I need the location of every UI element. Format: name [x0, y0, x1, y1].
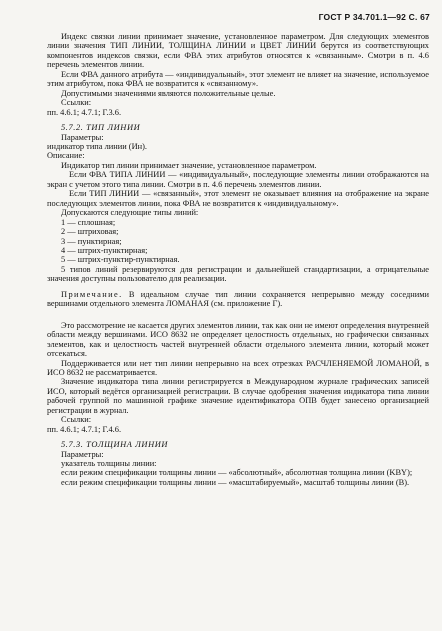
paragraph-other-elements: Это рассмотрение не касается других элементов линии, так как они не имеют определения внутренней области между вершинами. ИСО 8632 не определяет целостность отдельных, но графически связанных элементов, как и целостность частей внутренней области отдельного элемента линии, который может отсекаться.: [47, 320, 429, 359]
list-item: 5 — штрих-пунктир-пунктирная.: [61, 255, 180, 265]
description-label: Описание:: [47, 151, 85, 161]
paragraph-reserved-types: 5 типов линий резервируются для регистрации и дальнейшей стандартизации, а отрицательные значения доступны пользователю для реализации.: [47, 264, 429, 284]
list-item: 1 — сплошная;: [61, 217, 116, 227]
note: [47, 290, 429, 309]
section-heading-line-width: 5.7.3. ТОЛЩИНА ЛИНИИ: [61, 440, 169, 450]
line-types-list: [47, 218, 429, 265]
paragraph-individual-asf: Если ФВА данного атрибута — «индивидуальный», этот элемент не влияет на значение, используемое этим атрибутом, пока ФВА не возвратится к «связанному».: [47, 69, 429, 89]
references-label: Ссылки:: [61, 415, 92, 425]
note-text: В идеальном случае тип линии сохраняется непрерывно между соседними вершинами отдельного элемента ЛОМАНАЯ (см. приложение Г).: [47, 289, 429, 309]
paragraph-scaled-mode: если режим спецификации толщины линии — «масштабируемый», масштаб толщины линии (B).: [61, 477, 410, 487]
section-heading-line-type: 5.7.2. ТИП ЛИНИИ: [61, 123, 141, 133]
list-item: 2 — штриховая;: [61, 227, 119, 237]
paragraph-allowed-values: Допустимыми значениями являются положительные целые.: [61, 88, 276, 98]
types-label: Допускаются следующие типы линий:: [61, 208, 199, 218]
params-label: Параметры:: [61, 132, 104, 142]
list-item: 3 — пунктирная;: [61, 236, 122, 246]
params-label: Параметры:: [61, 449, 104, 459]
references-label: Ссылки:: [61, 98, 92, 108]
paragraph-line-type-bundled: Если ТИП ЛИНИИ — «связанный», этот элемент не оказывает влияния на отображение на экране последующих элементов линии, пока ФВА не возвратится к «индивидуальному».: [47, 189, 429, 208]
paragraph-disjoint-polyline: Поддерживается или нет тип линии непрерывно на всех отрезках РАСЧЛЕНЯЕМОЙ ЛОМАНОЙ, в ИСО 8632 не рассматривается.: [47, 358, 429, 377]
page-header: ГОСТ Р 34.701.1—92 С. 67: [318, 12, 430, 22]
paragraph-line-type-indicator: Индикатор тип линии принимает значение, установленное параметром.: [61, 160, 317, 170]
param-line-width: указатель толщины линии:: [61, 459, 157, 469]
paragraph-registration: Значение индикатора типа линии регистрируется в Международном журнале графических записей ИСО, который ведётся организацией регистрации. В случае одобрения значения индикатора типа линии рабочей группой по машинной графике значение идентификатора ОПВ будет занесено организацией регистрации в журнал.: [47, 377, 429, 415]
list-item: 4 — штрих-пунктирная;: [61, 245, 148, 255]
note-label: Примечание.: [61, 289, 123, 299]
references-list: пп. 4.6.1; 4.7.1; Г.4.6.: [47, 424, 122, 434]
paragraph-absolute-mode: если режим спецификации толщины линии — «абсолютный», абсолютная толщина линии (KBY);: [61, 468, 413, 478]
paragraph-line-bundle-index: Индекс связки линии принимает значение, установленное параметром. Для следующих элементов линии значения ТИП ЛИНИИ, ТОЛЩИНА ЛИНИИ и ЦВЕТ ЛИНИИ берутся из соответствующих компонентов индексов связки, если ФВА этих атрибутов относятся к «связанным». Смотри в п. 4.6 перечень элементов линии.: [47, 32, 429, 70]
param-line-type-indicator: индикатор типа линии (Ин).: [47, 141, 148, 151]
paragraph-line-type-individual: Если ФВА ТИПА ЛИНИИ — «индивидуальный», последующие элементы линии отображаются на экран с учетом этого типа линии. Смотри в п. 4.6 перечень элементов линии.: [47, 170, 429, 189]
document-body: [47, 32, 429, 487]
references-list: пп. 4.6.1; 4.7.1; Г.3.6.: [47, 107, 122, 117]
